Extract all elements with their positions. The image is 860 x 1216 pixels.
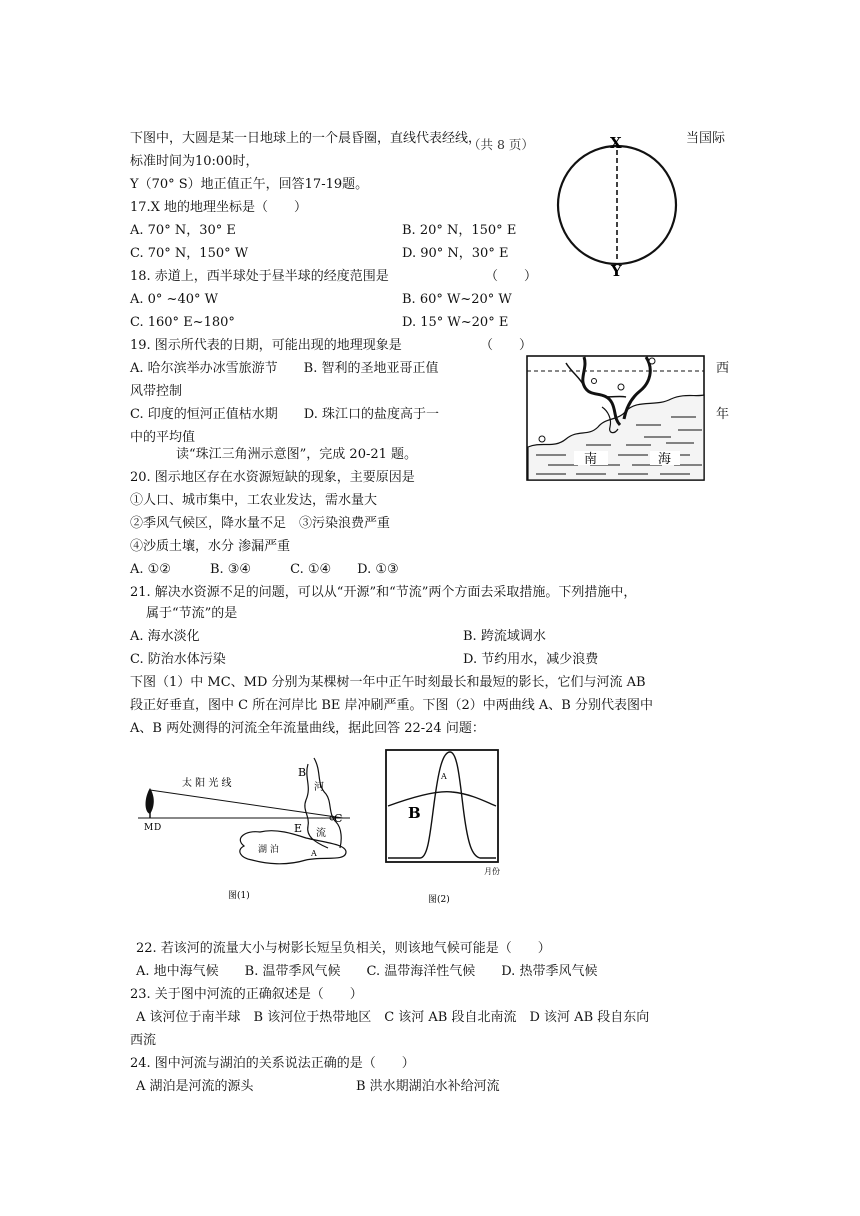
q21-option-d: D. 节约用水，减少浪费 (463, 652, 599, 667)
q20-stem: 20. 图示地区存在水资源短缺的现象，主要原因是 (130, 470, 415, 485)
figure-2-frame (386, 750, 498, 862)
q19-cd-cont: 中的平均值 (130, 430, 196, 445)
pearl-river-main (583, 357, 620, 425)
q22-intro-line-3: A、B 两处测得的河流全年流量曲线，据此回答 22-24 问题： (130, 721, 485, 736)
point-c-label: C (334, 812, 343, 825)
q18-option-a: A. 0° ~40° W (130, 292, 218, 307)
q17-stem: 17.X 地的地理坐标是（ ） (130, 200, 308, 215)
curve-b-label: B (408, 804, 421, 822)
curve-a-label: A (441, 772, 447, 781)
q22-choices: A. 地中海气候 B. 温带季风气候 C. 温带海洋性气候 D. 热带季风气候 (136, 964, 598, 979)
q24-option-b: B 洪水期湖泊水补给河流 (356, 1079, 500, 1094)
map-city-marker-3 (649, 358, 655, 364)
page-note: （共 8 页） (468, 137, 534, 152)
map-city-marker-1 (539, 436, 545, 442)
q17-option-a: A. 70° N，30° E (130, 223, 236, 238)
map-city-marker-4 (592, 379, 597, 384)
figure-1-tree-shadow-river (136, 752, 366, 912)
curve-a (388, 752, 496, 858)
q21-option-b: B. 跨流域调水 (463, 629, 546, 644)
q21-option-a: A. 海水淡化 (130, 629, 200, 644)
point-d-label: D (154, 823, 162, 833)
sea-label-1: 南 (584, 452, 598, 467)
q20-item-4: ④沙质土壤，水分 渗漏严重 (130, 539, 291, 554)
intro-line-3: Y（70° S）地正值正午，回答17-19题。 (130, 177, 369, 192)
q19-options-cd: C. 印度的恒河正值枯水期 D. 珠江口的盐度高于一 (130, 407, 439, 422)
point-a-label: A (311, 849, 317, 858)
q24-stem: 24. 图中河流与湖泊的关系说法正确的是（ ） (130, 1056, 415, 1071)
q23-cont: 西流 (130, 1033, 157, 1048)
q20-choices: A. ①② B. ③④ C. ①④ D. ①③ (130, 562, 399, 577)
pearl-river-delta-map (526, 355, 706, 483)
q19-cd-tail: 年 (716, 407, 730, 422)
q21-option-c: C. 防治水体污染 (130, 652, 226, 667)
q18-option-d: D. 15° W~20° E (402, 315, 509, 330)
curve-b (388, 792, 496, 806)
q22-stem: 22. 若该河的流量大小与树影长短呈负相关，则该地气候可能是（ ） (136, 941, 551, 956)
intro-line-1: 下图中，大圆是某一日地球上的一个晨昏圈，直线代表经线， (130, 131, 482, 146)
sea-area (528, 395, 704, 480)
q23-stem: 23. 关于图中河流的正确叙述是（ ） (130, 987, 363, 1002)
q22-intro-line-2: 段正好垂直，图中 C 所在河岸比 BE 岸冲刷严重。下图（2）中两曲线 A、B 分别代表图中 (130, 698, 653, 713)
figure-2-flow-curves (380, 744, 520, 909)
q18-stem: 18. 赤道上，西半球处于昼半球的经度范围是 (130, 269, 389, 284)
lake-label: 湖 泊 (258, 845, 279, 855)
q17-option-c: C. 70° N，150° W (130, 246, 249, 261)
sun-ray-line (150, 790, 343, 818)
q18-option-c: C. 160° E~180° (130, 315, 235, 330)
q18-paren: （ ） (485, 269, 538, 284)
point-m-label: M (144, 823, 154, 833)
q19-stem: 19. 图示所代表的日期，可能出现的地理现象是 (130, 338, 402, 353)
terminator-circle-figure (552, 132, 692, 282)
q19-ab-tail: 西 (716, 361, 730, 376)
q17-option-b: B. 20° N，150° E (402, 223, 517, 238)
intro-line-2: 标准时间为10:00时， (130, 154, 259, 169)
q17-option-d: D. 90° N，30° E (402, 246, 509, 261)
q19-paren: （ ） (480, 338, 533, 353)
map-intro: 读“珠江三角洲示意图”，完成 20-21 题。 (176, 447, 418, 462)
map-city-marker-2 (618, 384, 624, 390)
q19-ab-cont: 风带控制 (130, 384, 183, 399)
intro-tail: 当国际 (686, 131, 726, 146)
figure-2-caption: 图(2) (428, 895, 450, 905)
sea-label-2: 海 (658, 452, 672, 467)
q24-option-a: A 湖泊是河流的源头 (136, 1079, 254, 1094)
river-label: 河 (314, 782, 324, 793)
x-axis-label: 月份 (484, 867, 500, 876)
q20-item-23: ②季风气候区，降水量不足 ③污染浪费严重 (130, 516, 391, 531)
sun-ray-label: 太 阳 光 线 (182, 778, 232, 789)
q18-option-b: B. 60° W~20° W (402, 292, 512, 307)
q20-item-1: ①人口、城市集中，工农业发达，需水量大 (130, 493, 378, 508)
q19-options-ab: A. 哈尔滨举办冰雪旅游节 B. 智利的圣地亚哥正值 (130, 361, 439, 376)
globe-x-label: X (610, 134, 622, 152)
globe-y-label: Y (611, 262, 622, 280)
point-e-label: E (294, 822, 303, 835)
q21-stem-2: 属于“节流”的是 (146, 606, 238, 621)
lake-outline (240, 831, 346, 864)
q23-choices: A 该河位于南半球 B 该河位于热带地区 C 该河 AB 段自北南流 D 该河 AB 段自东向 (136, 1010, 650, 1025)
q21-stem-1: 21. 解决水资源不足的问题，可以从“开源”和“节流”两个方面去采取措施。下列措施中， (130, 585, 637, 600)
q22-intro-line-1: 下图（1）中 MC、MD 分别为某棵树一年中正午时刻最长和最短的影长，它们与河流 AB (130, 675, 646, 690)
river-label-2: 流 (316, 828, 326, 839)
figure-1-caption: 图(1) (228, 891, 250, 901)
point-b-label: B (298, 766, 307, 779)
